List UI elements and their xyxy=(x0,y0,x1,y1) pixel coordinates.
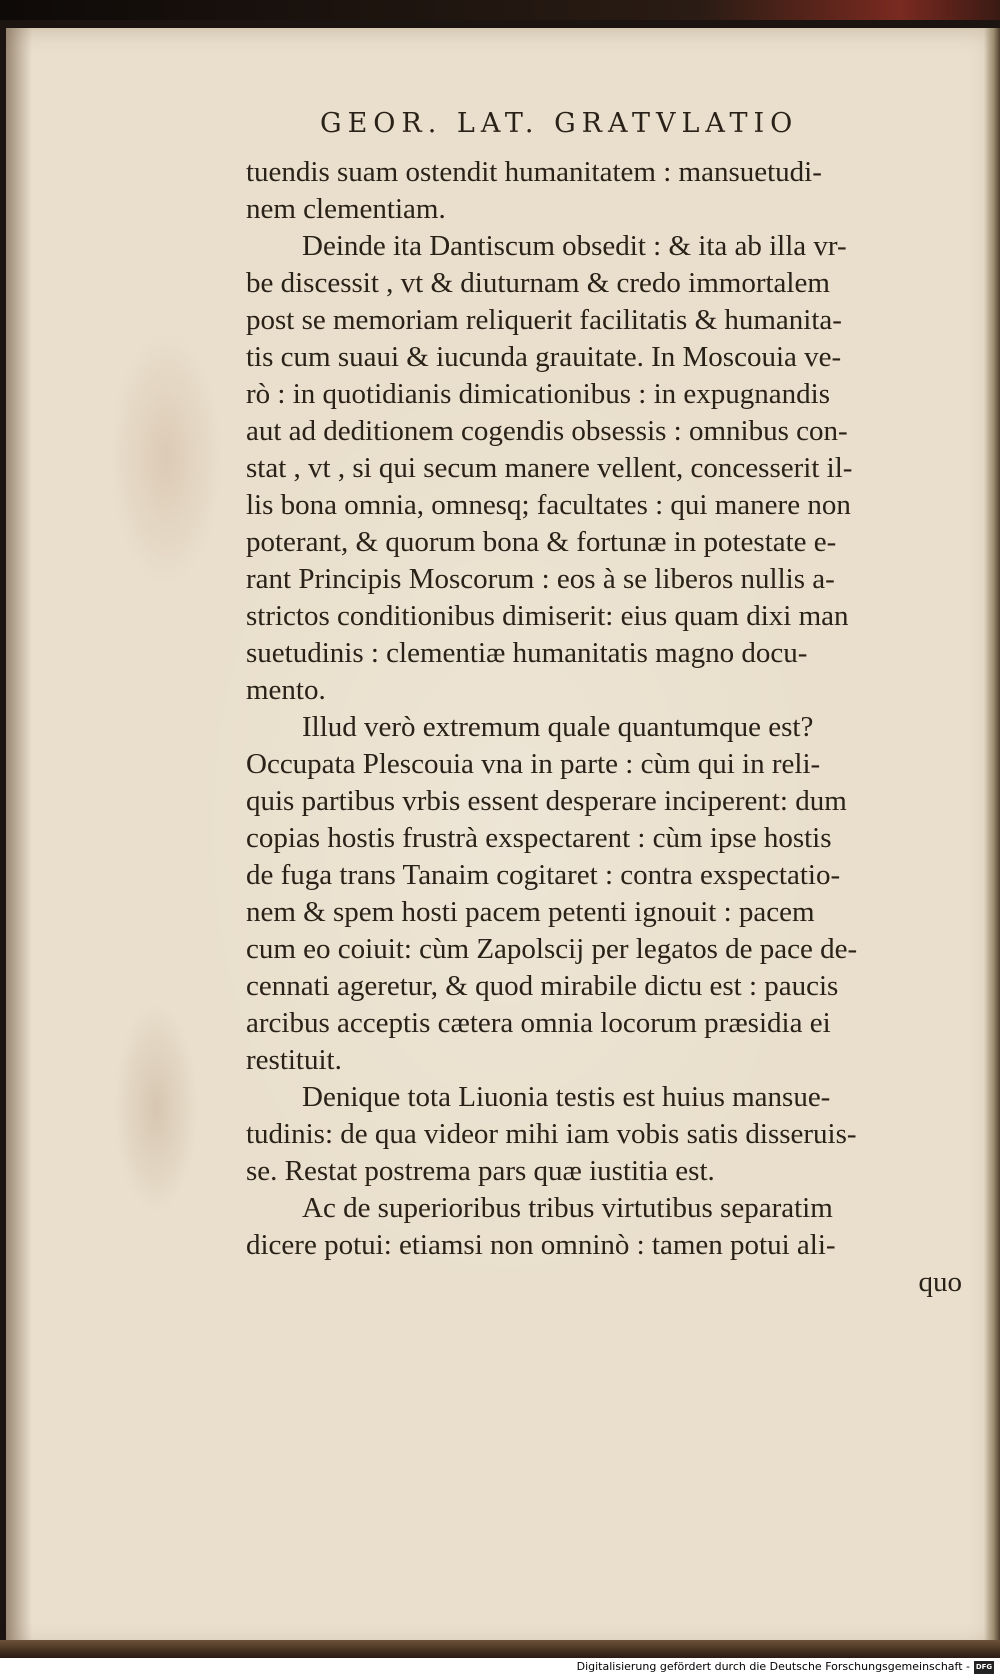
text-line: stat , vt , si qui secum manere vellent, concesserit il- xyxy=(246,452,853,484)
body-text xyxy=(246,154,966,1301)
text-line: Ac de superioribus tribus virtutibus separatim xyxy=(302,1192,833,1224)
text-line: tis cum suaui & iucunda grauitate. In Moscouia ve- xyxy=(246,341,842,373)
text-line: mento. xyxy=(246,674,326,706)
text-line: lis bona omnia, omnesq; facultates : qui manere non xyxy=(246,489,851,521)
text-line: aut ad deditionem cogendis obsessis : omnibus con- xyxy=(246,415,848,447)
text-line: quis partibus vrbis essent desperare inciperent: dum xyxy=(246,785,847,817)
page-gutter-shadow xyxy=(6,28,32,1648)
text-line: poterant, & quorum bona & fortunæ in potestate e- xyxy=(246,526,837,558)
text-line: cennati ageretur, & quod mirabile dictu est : paucis xyxy=(246,970,839,1002)
text-line: Denique tota Liuonia testis est huius mansue- xyxy=(302,1081,831,1113)
book-top-edge xyxy=(0,0,1000,20)
text-line: nem & spem hosti pacem petenti ignouit : pacem xyxy=(246,896,815,928)
text-line: Occupata Plescouia vna in parte : cùm qui in reli- xyxy=(246,748,821,780)
book-bottom-edge xyxy=(0,1640,1000,1658)
catchword: quo xyxy=(918,1266,962,1298)
text-line: post se memoriam reliquerit facilitatis & humanita- xyxy=(246,304,842,336)
text-line: Illud verò extremum quale quantumque est? xyxy=(302,711,814,743)
text-line: restituit. xyxy=(246,1044,342,1076)
text-line: dicere potui: etiamsi non omninò : tamen potui ali- xyxy=(246,1229,836,1261)
funding-credit: Digitalisierung gefördert durch die Deutsche Forschungsgemeinschaft - xyxy=(576,1660,970,1673)
text-line: Deinde ita Dantiscum obsedit : & ita ab illa vr- xyxy=(302,230,847,262)
dfg-logo: DFG xyxy=(974,1661,994,1674)
text-line: nem clementiam. xyxy=(246,193,446,225)
footer-bar xyxy=(0,1658,1000,1678)
text-line: strictos conditionibus dimiserit: eius quam dixi man xyxy=(246,600,849,632)
running-head: GEOR. LAT. GRATVLATIO xyxy=(320,108,799,139)
text-line: arcibus acceptis cætera omnia locorum præsidia ei xyxy=(246,1007,831,1039)
page-right-edge xyxy=(984,28,1000,1648)
text-line: tudinis: de qua videor mihi iam vobis satis disseruis- xyxy=(246,1118,857,1150)
text-line: se. Restat postrema pars quæ iustitia est. xyxy=(246,1155,715,1187)
text-line: cum eo coiuit: cùm Zapolscij per legatos de pace de- xyxy=(246,933,858,965)
text-line: de fuga trans Tanaim cogitaret : contra exspectatio- xyxy=(246,859,841,891)
text-line: suetudinis : clementiæ humanitatis magno docu- xyxy=(246,637,808,669)
text-line: rò : in quotidianis dimicationibus : in expugnandis xyxy=(246,378,830,410)
text-line: copias hostis frustrà exspectarent : cùm ipse hostis xyxy=(246,822,832,854)
text-line: rant Principis Moscorum : eos à se liberos nullis a- xyxy=(246,563,835,595)
text-line: be discessit , vt & diuturnam & credo immortalem xyxy=(246,267,830,299)
text-line: tuendis suam ostendit humanitatem : mansuetudi- xyxy=(246,156,822,188)
